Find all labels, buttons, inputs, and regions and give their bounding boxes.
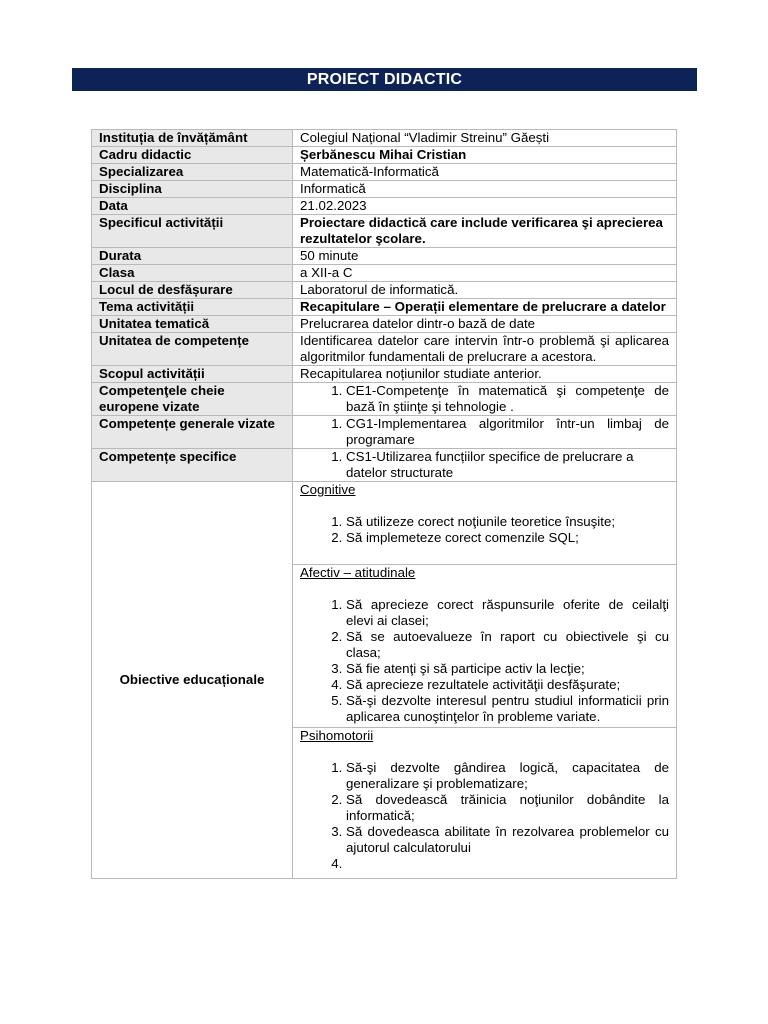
numbered-list [300, 760, 669, 872]
row-value: Informatică [293, 181, 677, 198]
row-value: a XII-a C [293, 265, 677, 282]
list-item: 4. Să aprecieze rezultatele activităţii desfăşurate; [346, 677, 669, 693]
list-item: 2. Să se autoevalueze în raport cu obiectivele şi cu clasa; [346, 629, 669, 661]
table-row [92, 181, 677, 198]
table-row [92, 282, 677, 299]
row-value [293, 416, 677, 449]
numbered-list [300, 597, 669, 725]
row-label: Instituția de învățământ [92, 130, 293, 147]
list-item: 3. Să dovedeasca abilitate în rezolvarea problemelor cu ajutorul calculatorului [346, 824, 669, 856]
row-label: Competenţele cheie europene vizate [92, 383, 293, 416]
row-label: Competențe specifice [92, 449, 293, 482]
objectives-afectiv [293, 565, 677, 728]
table-row [92, 215, 677, 248]
objectives-cognitive [293, 482, 677, 565]
row-label: Locul de desfășurare [92, 282, 293, 299]
numbered-list [300, 383, 669, 415]
row-label: Disciplina [92, 181, 293, 198]
row-label: Competențe generale vizate [92, 416, 293, 449]
section-title: Cognitive [300, 482, 356, 497]
row-value: 21.02.2023 [293, 198, 677, 215]
numbered-list [300, 449, 669, 481]
list-item: 1. Să utilizeze corect noţiunile teoretice însuşite; [346, 514, 669, 530]
section-title: Psihomotorii [300, 728, 374, 743]
table-row [92, 130, 677, 147]
project-table [91, 129, 677, 879]
list-item: 1. CE1-Competenţe în matematică şi competenţe de bază în ştiinţe şi tehnologie . [346, 383, 669, 415]
table-row [92, 416, 677, 449]
row-label: Unitatea de competențe [92, 333, 293, 366]
numbered-list [300, 514, 669, 546]
table-row [92, 366, 677, 383]
row-label: Durata [92, 248, 293, 265]
table-row [92, 198, 677, 215]
list-item: 2. Să dovedească trăinicia noţiunilor dobândite la informatică; [346, 792, 669, 824]
row-value: Recapitulare – Operații elementare de prelucrare a datelor [293, 299, 677, 316]
row-value: Prelucrarea datelor dintr-o bază de date [293, 316, 677, 333]
row-label: Tema activității [92, 299, 293, 316]
row-label: Cadru didactic [92, 147, 293, 164]
row-label: Clasa [92, 265, 293, 282]
table-row [92, 164, 677, 181]
table-row [92, 482, 677, 565]
table-row [92, 248, 677, 265]
table-row [92, 316, 677, 333]
table-row [92, 147, 677, 164]
list-item: 1. CS1-Utilizarea funcțiilor specifice de prelucrare a datelor structurate [346, 449, 669, 481]
row-value: Identificarea datelor care intervin într-o problemă şi aplicarea algoritmilor fundamentali de prelucrare a acestora. [293, 333, 677, 366]
row-label: Specializarea [92, 164, 293, 181]
list-item: 5. Să-şi dezvolte interesul pentru studiul informaticii prin aplicarea cunoştinţelor în probleme variate. [346, 693, 669, 725]
row-value: Șerbănescu Mihai Cristian [293, 147, 677, 164]
row-label: Data [92, 198, 293, 215]
objectives-label: Obiective educaționale [92, 482, 293, 879]
section-title: Afectiv – atitudinale [300, 565, 416, 580]
list-item: 1. Să aprecieze corect răspunsurile oferite de ceilalţi elevi ai clasei; [346, 597, 669, 629]
row-value [293, 449, 677, 482]
row-value: 50 minute [293, 248, 677, 265]
numbered-list [300, 416, 669, 448]
list-item: 1. CG1-Implementarea algoritmilor într-un limbaj de programare [346, 416, 669, 448]
row-label: Scopul activității [92, 366, 293, 383]
row-value: Laboratorul de informatică. [293, 282, 677, 299]
row-label: Specificul activității [92, 215, 293, 248]
list-item: 3. Să fie atenţi şi să participe activ la lecţie; [346, 661, 669, 677]
table-row [92, 265, 677, 282]
row-value: Proiectare didactică care include verificarea şi aprecierea rezultatelor şcolare. [293, 215, 677, 248]
list-item [346, 856, 669, 872]
list-item: 1. Să-şi dezvolte gândirea logică, capacitatea de generalizare şi problematizare; [346, 760, 669, 792]
row-value [293, 383, 677, 416]
table-row [92, 333, 677, 366]
list-item: 2. Să implemeteze corect comenzile SQL; [346, 530, 669, 546]
row-value: Colegiul Național “Vladimir Streinu” Găești [293, 130, 677, 147]
table-row [92, 449, 677, 482]
row-label: Unitatea tematică [92, 316, 293, 333]
document-title: PROIECT DIDACTIC [72, 68, 697, 91]
row-value: Matematică-Informatică [293, 164, 677, 181]
table-row [92, 383, 677, 416]
row-value: Recapitularea noțiunilor studiate anterior. [293, 366, 677, 383]
objectives-psihomotorii [293, 728, 677, 879]
table-row [92, 299, 677, 316]
